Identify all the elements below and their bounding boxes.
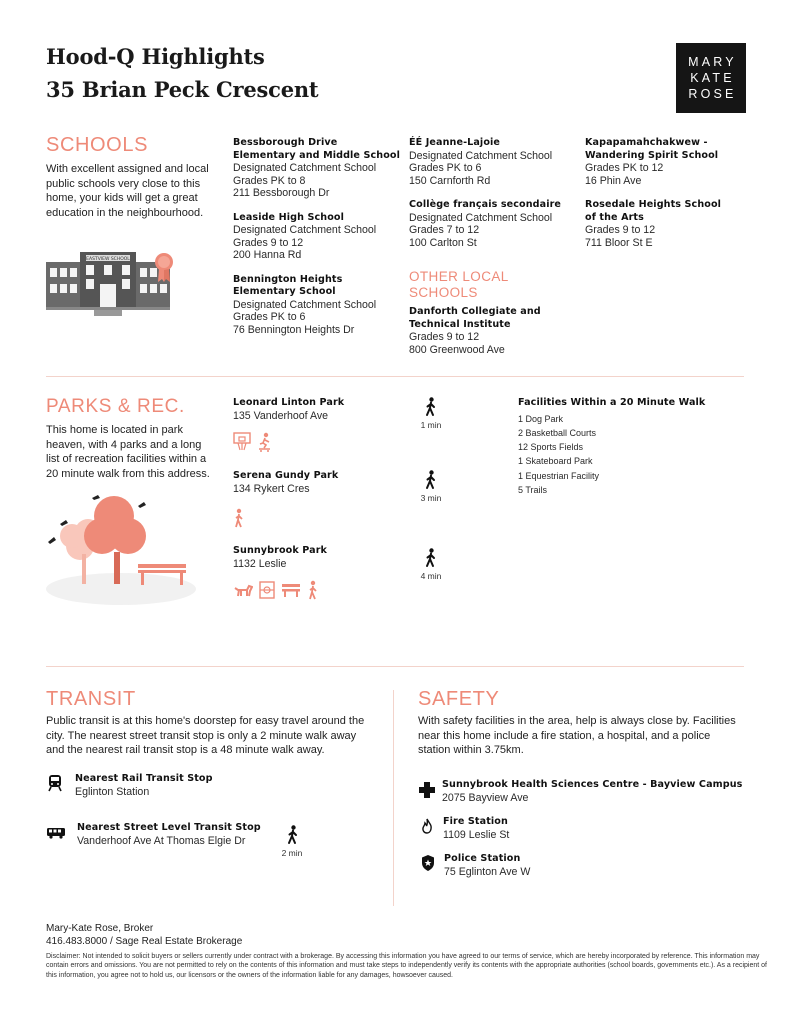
school-name: Elementary and Middle School [233,149,400,161]
school-entry [233,274,403,337]
disclaimer: Disclaimer: Not intended to solicit buyers or sellers currently under contract with a brokerage. By accessing this information you have agreed to our terms of service, which are hereby incorporated by reference. This information may contain errors and omissions. You are not permitted to rely on the contents of this information and must take steps to independently verify its contents with the appropriate authorities (school boards, governments etc.). As a recipient of this information, you agree not to hold us, our licensors or the owners of the information liable for any damages, howsoever caused. [46,953,768,979]
school-address: 800 Greenwood Ave [409,343,505,356]
transit-intro: Public transit is at this home's doorstep for easy travel around the city. The nearest street transit stop is only a 2 minute walk away and the nearest rail transit stop is a 48 minute walk away. [46,715,365,756]
school-column-1 [233,137,403,336]
page-title [46,40,318,106]
facilities-title: Facilities Within a 20 Minute Walk [518,397,706,408]
basketball-hoop-icon [233,432,251,452]
logo-word-1: MARY [688,55,737,69]
other-schools-title-line: SCHOOLS [409,285,478,300]
street-transit-item [77,822,261,847]
facility-item: 5 Trails [518,484,548,495]
parks-title: PARKS & REC. [46,396,185,417]
facility-item: 1 Skateboard Park [518,456,593,467]
school-address: 16 Phin Ave [585,174,642,187]
park-address: 135 Vanderhoof Ave [233,409,329,422]
facility-item: 1 Equestrian Facility [518,470,600,481]
park-address: 1132 Leslie [233,557,287,570]
bench-icon [281,583,301,597]
park-item [233,397,344,422]
school-entry [409,306,579,356]
park-item [233,470,338,495]
train-icon [48,774,62,792]
school-grades: Grades PK to 12 [585,162,664,174]
parks-intro: This home is located in park heaven, with 4 parks and a long list of recreation facilities within a 20 minute walk from this address. [46,424,210,480]
school-grades: Grades 9 to 12 [233,236,304,249]
school-name: Rosedale Heights School [585,199,722,210]
school-catchment: Designated Catchment School [233,224,377,236]
school-catchment: Designated Catchment School [409,149,553,162]
rail-transit-item [75,773,213,798]
school-name: Bessborough Drive [233,137,338,148]
park-item [233,545,327,570]
section-divider [46,666,744,667]
schools-intro: With excellent assigned and local public schools very close to this home, your kids will get a great education in the neighbourhood. [46,163,209,219]
walk-time: 4 min [420,571,442,581]
safety-item-address: 1109 Leslie St [443,828,510,841]
school-name: Collège français secondaire [409,199,562,210]
broker-name: Mary-Kate Rose, Broker [46,923,154,934]
school-entry [409,137,579,187]
facility-item: 1 Dog Park [518,413,564,424]
walking-person-icon [286,825,300,845]
walking-person-icon [424,397,438,417]
park-address: 134 Rykert Cres [233,482,310,495]
logo-word-3: ROSE [688,87,737,101]
safety-item [442,779,742,804]
footer-contact [46,922,242,948]
rail-transit-station: Eglinton Station [75,785,150,798]
street-transit-title: Nearest Street Level Transit Stop [77,822,261,833]
school-entry [585,199,755,249]
title-address: 35 Brian Peck Crescent [46,77,319,102]
school-address: 100 Carlton St [409,236,477,249]
school-catchment: Designated Catchment School [233,298,377,311]
school-address: 150 Carnforth Rd [409,174,491,187]
school-grades: Grades PK to 6 [409,162,482,174]
other-schools-title-line: OTHER LOCAL [409,269,509,284]
school-grades: Grades 7 to 12 [409,224,480,236]
park-amenity-icons [233,580,319,600]
school-grades: Grades PK to 6 [233,311,306,323]
school-name: of the Arts [585,211,644,223]
walk-time: 1 min [420,420,442,430]
park-name: Sunnybrook Park [233,545,328,556]
broker-contact: 416.483.8000 / Sage Real Estate Brokerage [46,936,243,947]
transit-title: TRANSIT [46,688,136,710]
school-column-3 [585,137,755,249]
school-name: Danforth Collegiate and [409,306,541,317]
walk-time: 2 min [281,848,303,858]
school-name: Elementary School [233,286,336,297]
rail-transit-title: Nearest Rail Transit Stop [75,773,213,784]
title-line-1: Hood-Q Highlights [46,44,265,69]
flame-icon [421,818,433,834]
hiker-icon [233,508,245,528]
safety-item-address: 75 Eglinton Ave W [444,865,531,878]
safety-item-address: 2075 Bayview Ave [442,791,529,804]
school-address: 76 Bennington Heights Dr [233,323,355,336]
school-name: Bennington Heights [233,273,343,285]
other-schools-title [409,269,579,301]
park-illustration-icon [46,494,196,606]
school-name: Technical Institute [409,318,511,330]
brand-logo [676,43,746,113]
school-address: 211 Bessborough Dr [233,187,330,199]
section-divider [46,376,744,377]
police-shield-icon [421,855,435,871]
hiker-icon [307,580,319,600]
school-address: 711 Bloor St E [585,236,653,249]
walking-person-icon [424,470,438,490]
school-name: Kapapamahchakwew - [585,137,708,148]
safety-item [443,816,509,841]
facility-item: 2 Basketball Courts [518,427,597,438]
school-catchment: Designated Catchment School [409,211,553,224]
school-address: 200 Hanna Rd [233,249,302,261]
sports-field-icon [259,581,275,599]
park-name: Leonard Linton Park [233,397,345,408]
facilities-list [518,397,748,497]
school-catchment: Designated Catchment School [233,162,377,174]
street-transit-stop: Vanderhoof Ave At Thomas Elgie Dr [77,834,246,847]
school-grades: Grades 9 to 12 [409,331,480,343]
facility-item: 12 Sports Fields [518,442,584,453]
school-name: Wandering Spirit School [585,149,719,161]
safety-title: SAFETY [418,688,500,710]
skateboarder-icon [257,432,273,452]
park-amenity-icons [233,432,273,452]
safety-item-title: Sunnybrook Health Sciences Centre - Bayview Campus [442,779,743,790]
school-entry [233,212,403,262]
park-name: Serena Gundy Park [233,470,339,481]
school-entry [233,137,403,200]
school-name: Leaside High School [233,211,344,223]
school-grades: Grades 9 to 12 [585,224,656,236]
school-building-icon [46,248,181,316]
park-amenity-icons [233,508,245,528]
walk-time: 3 min [420,493,442,503]
schools-title: SCHOOLS [46,134,149,156]
walking-person-icon [424,548,438,568]
safety-item-title: Police Station [444,853,521,864]
school-entry [409,199,579,249]
school-sign-text: EASTVIEW SCHOOL [86,257,130,262]
safety-item-title: Fire Station [443,816,508,827]
logo-word-2: KATE [690,71,735,85]
bus-icon [46,827,66,839]
column-divider [393,690,394,906]
school-entry [585,137,755,187]
dog-icon [233,582,253,598]
safety-intro: With safety facilities in the area, help is always close by. Facilities near this home include a fire station, a hospital, and a police station within 3.75km. [418,715,736,756]
safety-item [444,853,530,878]
school-name: ÉÉ Jeanne-Lajoie [409,137,501,148]
school-column-2 [409,137,579,356]
school-grades: Grades PK to 8 [233,174,306,187]
hospital-cross-icon [419,782,435,798]
